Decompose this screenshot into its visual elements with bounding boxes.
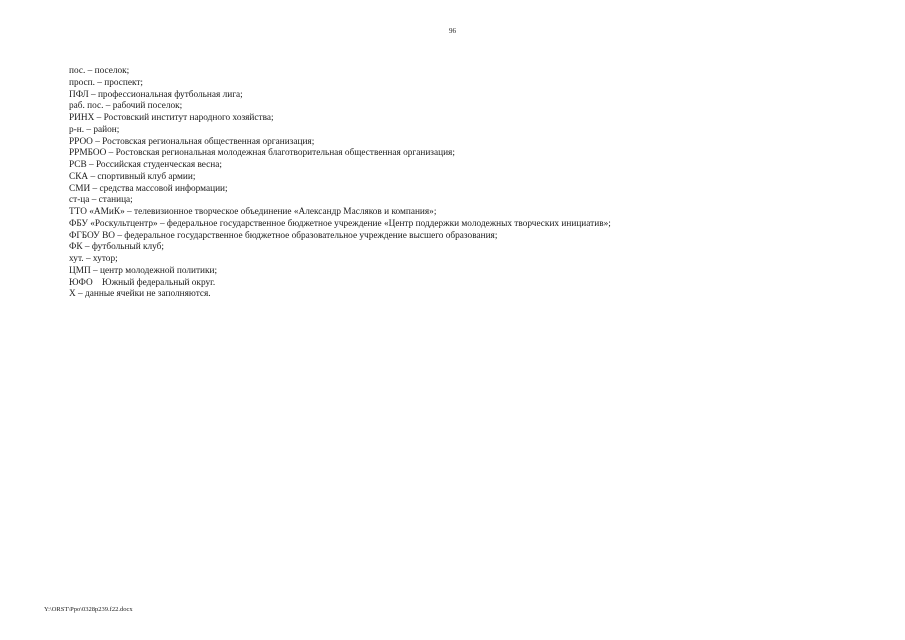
list-item: ФК – футбольный клуб; <box>69 242 164 253</box>
list-item: Х – данные ячейки не заполняются. <box>69 289 211 300</box>
list-item: СКА – спортивный клуб армии; <box>69 171 196 182</box>
list-item: пос. – поселок; <box>69 66 130 76</box>
list-item: ЮФО Южный федеральный округ. <box>69 277 216 288</box>
list-item: ст-ца – станица; <box>69 195 133 206</box>
page-number: 96 <box>449 27 456 35</box>
list-item: раб. пос. – рабочий поселок; <box>69 101 183 112</box>
list-item: РРМБОО – Ростовская региональная молодежная благотворительная общественная организация; <box>69 148 455 159</box>
list-item: р-н. – район; <box>69 124 120 135</box>
list-item: ЦМП – центр молодежной политики; <box>69 265 218 276</box>
list-item: просп. – проспект; <box>69 77 143 88</box>
abbreviation-list <box>69 66 611 301</box>
list-item: ФБУ «Роскультцентр» – федеральное государственное бюджетное учреждение «Центр поддержки молодежных творческих инициатив»; <box>69 218 611 229</box>
list-item: ПФЛ – профессиональная футбольная лига; <box>69 89 243 100</box>
list-item: ТТО «АМиК» – телевизионное творческое объединение «Александр Масляков и компания»; <box>69 207 437 217</box>
list-item: СМИ – средства массовой информации; <box>69 183 228 194</box>
list-item: РСВ – Российская студенческая весна; <box>69 160 222 170</box>
list-item: хут. – хутор; <box>69 254 118 264</box>
list-item: ФГБОУ ВО – федеральное государственное бюджетное образовательное учреждение высшего образования; <box>69 230 498 241</box>
list-item: РИНХ – Ростовский институт народного хозяйства; <box>69 113 274 123</box>
footer-file-path: Y:\ORST\Ppo\0328p239.f22.docx <box>44 606 133 613</box>
list-item: РРОО – Ростовская региональная общественная организация; <box>69 136 315 147</box>
